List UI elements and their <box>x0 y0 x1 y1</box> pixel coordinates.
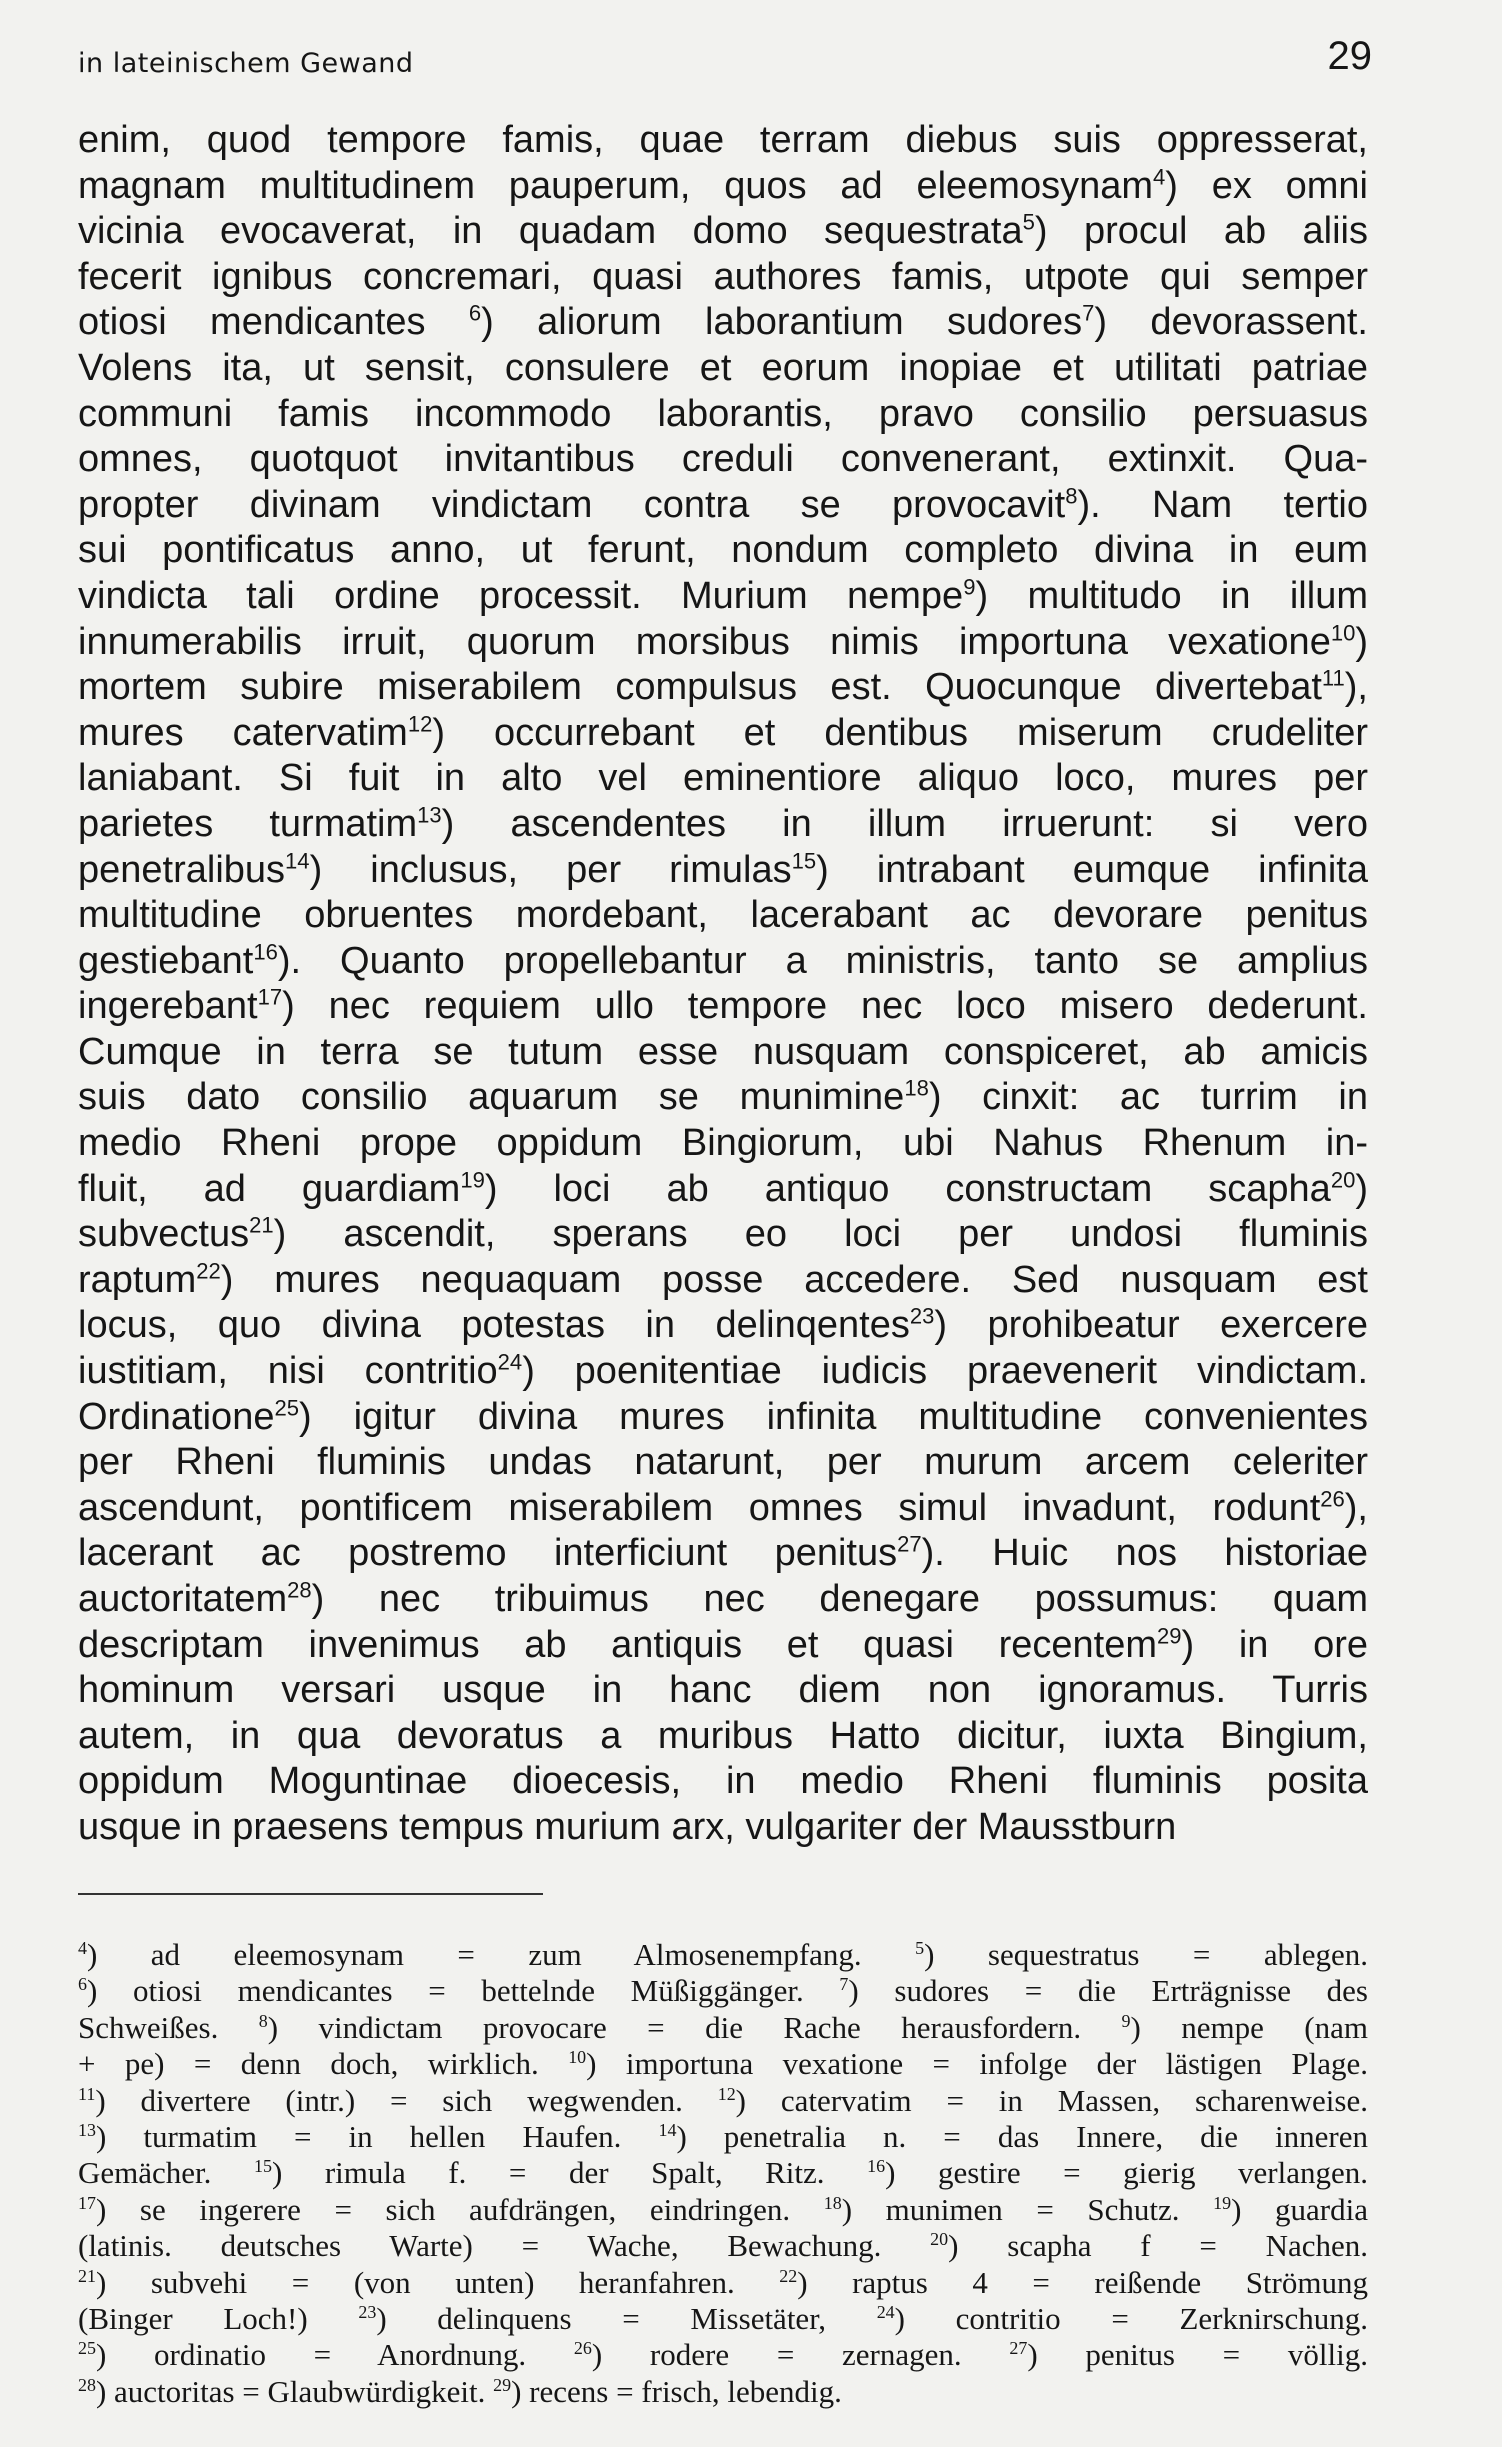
text-line <box>78 1805 1368 1851</box>
footnote-marker: 8 <box>1065 483 1078 509</box>
text-segment: ) raptus 4 = reißende Strömung <box>797 2264 1368 2300</box>
text-segment: ) igitur divina mures infinita multitudine convenientes <box>298 1395 1368 1438</box>
text-segment: sui pontificatus anno, ut ferunt, nondum completo divina in eum <box>78 529 1368 572</box>
text-segment: ) sudores = die Erträgnisse des <box>848 1973 1368 2009</box>
text-line <box>78 665 1368 711</box>
footnote-marker: 18 <box>823 2192 842 2213</box>
text-segment: ) subvehi = (von unten) heranfahren. <box>95 2264 780 2300</box>
text-segment: vicinia evocaverat, in quadam domo sequestrata <box>78 210 1023 253</box>
text-segment: ) occurrebant et dentibus miserum crudeliter <box>432 711 1368 754</box>
text-line <box>78 893 1368 939</box>
page-header <box>78 34 1372 82</box>
footnote-line <box>78 2046 1368 2082</box>
footnote-marker: 23 <box>358 2301 377 2322</box>
footnote-marker: 21 <box>78 2265 96 2286</box>
text-segment: ) loci ab antiquo constructam scapha <box>484 1167 1331 1210</box>
text-line <box>78 437 1368 483</box>
footnote-marker: 19 <box>460 1167 485 1192</box>
footnote-marker: 9 <box>963 574 976 600</box>
text-line <box>78 1395 1368 1441</box>
footnote-marker: 5 <box>915 1937 925 1958</box>
text-segment: ) ex omni <box>1165 164 1368 207</box>
text-segment: ), <box>1344 1486 1368 1529</box>
footnote-marker: 4 <box>78 1937 87 1958</box>
text-segment: ) delinquens = Missetäter, <box>376 2300 877 2336</box>
text-segment: medio Rheni prope oppidum Bingiorum, ubi Nahus Rhenum in- <box>78 1122 1368 1165</box>
footnote-marker: 14 <box>658 2119 677 2140</box>
text-segment: ) contritio = Zerknirschung. <box>894 2300 1368 2336</box>
text-segment: mures catervatim <box>78 711 408 754</box>
text-segment: usque in praesens tempus murium arx, vulgariter der Mausstburn <box>78 1805 1177 1848</box>
text-line <box>78 1759 1368 1805</box>
text-line <box>78 118 1368 164</box>
text-segment: ) otiosi mendicantes = bettelnde Müßiggänger. <box>86 1973 840 2009</box>
text-segment: ) se ingerere = sich aufdrängen, eindringen. <box>95 2191 824 2227</box>
footnote-marker: 28 <box>287 1577 312 1603</box>
footnote-marker: 27 <box>1009 2338 1028 2359</box>
text-segment: ) munimen = Schutz. <box>841 2191 1214 2227</box>
text-segment: hominum versari usque in hanc diem non ignoramus. Turris <box>78 1669 1368 1712</box>
text-segment: magnam multitudinem pauperum, quos ad eleemosynam <box>78 164 1154 207</box>
footnote-marker: 21 <box>249 1212 274 1238</box>
text-segment: raptum <box>78 1258 197 1301</box>
footnote-line <box>78 2265 1368 2301</box>
footnote-marker: 22 <box>779 2265 798 2286</box>
footnote-marker: 29 <box>493 2374 512 2395</box>
text-segment: ) nec tribuimus nec denegare possumus: quam <box>311 1578 1368 1620</box>
text-line <box>78 1030 1368 1076</box>
footnote-marker: 26 <box>573 2338 592 2359</box>
text-segment: vindicta tali ordine processit. Murium nempe <box>78 574 964 617</box>
footnote-marker: 7 <box>1082 300 1095 326</box>
text-line <box>78 209 1368 255</box>
text-line <box>78 346 1368 392</box>
text-segment: subvectus <box>78 1213 250 1256</box>
text-segment: Schweißes. <box>78 2009 259 2045</box>
text-segment: ) ordinatio = Anordnung. <box>95 2337 574 2373</box>
text-segment: ) inclusus, per rimulas <box>309 848 792 891</box>
text-line <box>78 1121 1368 1167</box>
text-segment: ). Quanto propellebantur a ministris, tanto se amplius <box>277 939 1368 982</box>
text-line <box>78 1668 1368 1714</box>
text-segment: ascendunt, pontificem miserabilem omnes simul invadunt, rodunt <box>78 1486 1321 1529</box>
text-segment: ) sequestratus = ablegen. <box>924 1937 1368 1972</box>
page-number: 29 <box>1327 34 1372 78</box>
text-segment: ) <box>1355 1167 1368 1210</box>
text-segment: ) scapha f = Nachen. <box>948 2228 1368 2264</box>
text-segment: ) intrabant eumque infinita <box>816 848 1368 891</box>
text-segment: ) gestire = gierig verlangen. <box>885 2155 1368 2191</box>
footnote-marker: 26 <box>1320 1486 1345 1512</box>
text-segment: ) cinxit: ac turrim in <box>928 1076 1368 1119</box>
footnote-marker: 16 <box>867 2156 886 2177</box>
text-line <box>78 1212 1368 1258</box>
text-line <box>78 1075 1368 1121</box>
footnote-marker: 11 <box>1321 665 1345 691</box>
text-segment: ) penitus = völlig. <box>1027 2337 1368 2373</box>
text-segment: fecerit ignibus concremari, quasi authores famis, utpote qui semper <box>78 255 1368 298</box>
footnote-line <box>78 2337 1368 2373</box>
footnote-marker: 17 <box>257 984 283 1010</box>
footnote-marker: 15 <box>791 847 817 873</box>
footnote-line <box>78 2192 1368 2228</box>
footnote-marker: 9 <box>1121 2010 1131 2031</box>
footnote-line <box>78 2155 1368 2191</box>
text-segment: parietes turmatim <box>78 802 418 845</box>
text-segment: ) nec requiem ullo tempore nec loco misero dederunt. <box>282 985 1368 1028</box>
text-segment: ) procul ab aliis <box>1034 210 1368 253</box>
text-segment: iustitiam, nisi contritio <box>78 1350 498 1393</box>
footnote-marker: 10 <box>568 2047 587 2068</box>
text-segment: autem, in qua devoratus a muribus Hatto dicitur, iuxta Bingium, <box>78 1714 1368 1757</box>
text-segment: ) aliorum laborantium sudores <box>481 301 1083 344</box>
text-segment: otiosi mendicantes <box>78 301 469 344</box>
text-segment: locus, quo divina potestas in delinqentes <box>78 1304 910 1347</box>
text-segment: ) ascendentes in illum irruerunt: si vero <box>441 802 1368 845</box>
running-head: in lateinischem Gewand <box>78 48 414 79</box>
text-line <box>78 255 1368 301</box>
text-line <box>78 939 1368 985</box>
footnote-line <box>78 2010 1368 2046</box>
text-line <box>78 711 1368 757</box>
text-segment: ) mures nequaquam posse accedere. Sed nusquam est <box>220 1258 1368 1301</box>
footnote-marker: 20 <box>930 2228 949 2249</box>
footnote-marker: 5 <box>1022 209 1035 235</box>
footnote-line <box>78 1937 1368 1973</box>
text-segment: innumerabilis irruit, quorum morsibus nimis importuna vexatione <box>78 620 1331 663</box>
footnote-marker: 12 <box>717 2083 736 2104</box>
text-segment: (Binger Loch!) <box>78 2300 359 2336</box>
text-line <box>78 848 1368 894</box>
footnote-marker: 16 <box>253 939 278 965</box>
text-line <box>78 1531 1368 1577</box>
text-segment: ) vindictam provocare = die Rache herausfordern. <box>267 2009 1122 2045</box>
footnote-line <box>78 2083 1368 2119</box>
footnote-marker: 4 <box>1153 163 1166 189</box>
text-segment: oppidum Moguntinae dioecesis, in medio Rheni fluminis posita <box>78 1760 1368 1803</box>
footnote-marker: 13 <box>78 2119 96 2140</box>
text-line <box>78 392 1368 438</box>
text-segment: ) auctoritas = Glaubwürdigkeit. <box>95 2373 494 2409</box>
text-segment: fluit, ad guardiam <box>78 1167 461 1210</box>
text-line <box>78 1303 1368 1349</box>
footnote-marker: 25 <box>274 1394 299 1420</box>
text-line <box>78 1258 1368 1304</box>
text-line <box>78 164 1368 210</box>
text-line <box>78 802 1368 848</box>
text-segment: ) catervatim = in Massen, scharenweise. <box>735 2082 1368 2118</box>
footnote-marker: 11 <box>78 2083 96 2104</box>
text-segment: Gemächer. <box>78 2155 254 2191</box>
text-segment: + pe) = denn doch, wirklich. <box>78 2046 569 2082</box>
footnote-marker: 22 <box>196 1258 221 1284</box>
text-segment: ) ad eleemosynam = zum Almosenempfang. <box>86 1937 916 1972</box>
footnote-marker: 8 <box>258 2010 268 2031</box>
footnote-marker: 27 <box>897 1531 922 1557</box>
footnote-marker: 20 <box>1330 1167 1356 1192</box>
text-segment: propter divinam vindictam contra se provocavit <box>78 483 1066 526</box>
text-segment: ) in ore <box>1181 1623 1368 1666</box>
footnote-marker: 6 <box>78 1974 87 1995</box>
text-segment: ) nempe (nam <box>1130 2009 1368 2045</box>
footnote-marker: 10 <box>1330 619 1356 645</box>
footnote-line <box>78 2301 1368 2337</box>
text-segment: per Rheni fluminis undas natarunt, per murum arcem celeriter <box>78 1441 1368 1484</box>
text-line <box>78 620 1368 666</box>
text-segment: Ordinatione <box>78 1395 275 1438</box>
footnote-marker: 15 <box>253 2156 272 2177</box>
footnote-marker: 18 <box>904 1075 929 1101</box>
text-segment: ) prohibeatur exercere <box>934 1304 1368 1347</box>
text-segment: Cumque in terra se tutum esse nusquam conspiceret, ab amicis <box>78 1030 1368 1073</box>
footnote-marker: 19 <box>1213 2192 1232 2213</box>
text-segment: omnes, quotquot invitantibus creduli convenerant, extinxit. Qua- <box>78 438 1368 481</box>
text-line <box>78 1577 1368 1623</box>
footnote-marker: 17 <box>78 2192 96 2213</box>
text-line <box>78 1714 1368 1760</box>
text-segment: descriptam invenimus ab antiquis et quasi recentem <box>78 1623 1158 1666</box>
footnote-marker: 12 <box>407 711 433 737</box>
footnote-marker: 23 <box>909 1303 935 1329</box>
footnote-rule <box>78 1893 543 1895</box>
text-segment: enim, quod tempore famis, quae terram diebus suis oppresserat, <box>78 119 1368 161</box>
footnote-line <box>78 1973 1368 2009</box>
text-line <box>78 1486 1368 1532</box>
text-segment: ), <box>1344 666 1368 709</box>
latin-body-text <box>78 118 1368 1851</box>
text-line <box>78 756 1368 802</box>
text-segment: Volens ita, ut sensit, consulere et eorum inopiae et utilitati patriae <box>78 346 1368 389</box>
footnote-line <box>78 2119 1368 2155</box>
text-line <box>78 1167 1368 1213</box>
text-line <box>78 574 1368 620</box>
footnote-line <box>78 2228 1368 2264</box>
text-segment: ) <box>1355 620 1368 663</box>
text-segment: communi famis incommodo laborantis, pravo consilio persuasus <box>78 392 1368 435</box>
text-line <box>78 300 1368 346</box>
footnote-line <box>78 2374 1368 2410</box>
text-segment: suis dato consilio aquarum se munimine <box>78 1076 905 1119</box>
text-segment: auctoritatem <box>78 1578 288 1620</box>
footnote-marker: 25 <box>78 2338 96 2359</box>
footnote-marker: 24 <box>876 2301 895 2322</box>
text-line <box>78 528 1368 574</box>
text-segment: ) devorassent. <box>1094 301 1368 344</box>
text-segment: penetralibus <box>78 848 286 891</box>
text-line <box>78 1440 1368 1486</box>
footnote-marker: 13 <box>417 802 442 828</box>
text-segment: ) rimula f. = der Spalt, Ritz. <box>271 2155 868 2191</box>
text-line <box>78 984 1368 1030</box>
text-segment: ). Nam tertio <box>1077 483 1368 526</box>
text-segment: ) guardia <box>1231 2191 1368 2227</box>
footnote-marker: 28 <box>78 2374 96 2395</box>
footnote-marker: 14 <box>285 847 310 873</box>
text-segment: (latinis. deutsches Warte) = Wache, Bewachung. <box>78 2228 931 2264</box>
text-segment: mortem subire miserabilem compulsus est. Quocunque divertebat <box>78 666 1322 709</box>
footnote-marker: 7 <box>839 1974 849 1995</box>
text-segment: ) divertere (intr.) = sich wegwenden. <box>95 2082 718 2118</box>
text-segment: gestiebant <box>78 939 254 982</box>
text-segment: ) penetralia n. = das Innere, die inneren <box>676 2118 1368 2154</box>
text-segment: ) poenitentiae iudicis praevenerit vindictam. <box>522 1350 1368 1393</box>
footnote-marker: 6 <box>468 300 482 326</box>
text-segment: ) importuna vexatione = infolge der lästigen Plage. <box>586 2046 1369 2082</box>
text-line <box>78 1623 1368 1669</box>
footnote-marker: 24 <box>497 1349 523 1375</box>
text-segment: ) multitudo in illum <box>975 574 1368 617</box>
text-segment: ingerebant <box>78 985 258 1028</box>
text-segment: multitudine obruentes mordebant, lacerabant ac devorare penitus <box>78 894 1368 937</box>
text-line <box>78 1349 1368 1395</box>
text-segment: ) ascendit, sperans eo loci per undosi fluminis <box>273 1213 1368 1256</box>
text-line <box>78 483 1368 529</box>
footnotes <box>78 1937 1368 2410</box>
text-segment: ) recens = frisch, lebendig. <box>511 2373 842 2409</box>
text-segment: ) rodere = zernagen. <box>591 2337 1010 2373</box>
text-segment: lacerant ac postremo interficiunt penitus <box>78 1532 898 1575</box>
text-segment: ) turmatim = in hellen Haufen. <box>95 2118 659 2154</box>
text-segment: ). Huic nos historiae <box>921 1532 1368 1575</box>
footnote-marker: 29 <box>1157 1622 1182 1648</box>
text-segment: laniabant. Si fuit in alto vel eminentiore aliquo loco, mures per <box>78 757 1368 800</box>
